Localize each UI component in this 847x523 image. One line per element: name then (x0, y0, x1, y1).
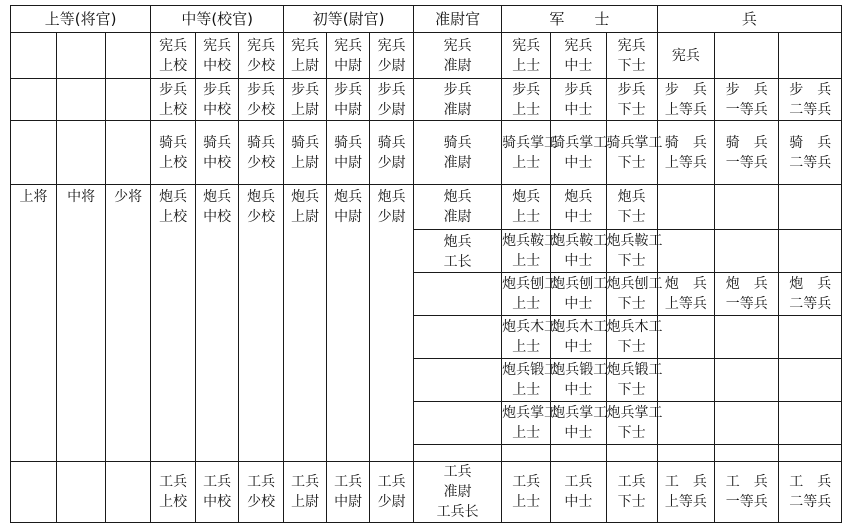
blank-cell (551, 445, 606, 462)
blank-cell (606, 445, 657, 462)
header-company: 初等(尉官) (284, 6, 414, 33)
rank-cell: 炮兵木工 中士 (551, 316, 606, 359)
header-row (11, 6, 842, 33)
rank-cell: 炮兵 少尉 (370, 185, 414, 462)
row-paobing (11, 185, 842, 230)
rank-cell: 炮兵 准尉 (414, 185, 502, 230)
rank-cell: 炮兵锻工 下士 (606, 359, 657, 402)
rank-cell: 炮兵木工 下士 (606, 316, 657, 359)
rank-cell-general: 少将 (106, 185, 151, 462)
blank-cell (414, 316, 502, 359)
blank-cell (714, 33, 778, 79)
rank-cell: 炮兵锻工 中士 (551, 359, 606, 402)
blank-cell (57, 79, 106, 121)
rank-cell: 骑兵掌工 下士 (606, 121, 657, 185)
rank-cell: 炮兵 上校 (151, 185, 196, 462)
rank-cell: 宪兵 上士 (502, 33, 551, 79)
blank-cell (106, 462, 151, 523)
blank-cell (714, 230, 778, 273)
rank-cell-general: 上将 (11, 185, 57, 462)
blank-cell (414, 402, 502, 445)
rank-cell: 炮兵刨工 下士 (606, 273, 657, 316)
rank-cell: 步 兵 上等兵 (657, 79, 714, 121)
rank-cell: 宪兵 中尉 (327, 33, 370, 79)
rank-cell: 炮兵掌工 中士 (551, 402, 606, 445)
rank-cell: 工兵 少尉 (370, 462, 414, 523)
blank-cell (502, 445, 551, 462)
blank-cell (657, 230, 714, 273)
blank-cell (714, 402, 778, 445)
rank-cell: 宪兵 上校 (151, 33, 196, 79)
rank-cell: 炮 兵 二等兵 (779, 273, 842, 316)
rank-cell: 宪兵 上尉 (284, 33, 327, 79)
rank-cell: 工兵 准尉 (443, 464, 472, 500)
blank-cell (414, 273, 502, 316)
blank-cell (11, 121, 57, 185)
rank-cell: 步 兵 一等兵 (714, 79, 778, 121)
blank-cell (779, 230, 842, 273)
rank-cell: 工兵 中尉 (327, 462, 370, 523)
blank-cell (657, 316, 714, 359)
blank-cell (714, 185, 778, 230)
rank-cell: 炮兵鞍工 上士 (502, 230, 551, 273)
blank-cell (779, 316, 842, 359)
rank-cell: 步兵 上士 (502, 79, 551, 121)
header-field: 中等(校官) (151, 6, 284, 33)
rank-cell: 工兵 上尉 (284, 462, 327, 523)
rank-cell: 工 兵 上等兵 (657, 462, 714, 523)
header-general: 上等(将官) (11, 6, 151, 33)
blank-cell (11, 33, 57, 79)
rank-cell: 骑兵掌工 中士 (551, 121, 606, 185)
blank-cell (57, 33, 106, 79)
rank-cell: 步兵 准尉 (414, 79, 502, 121)
rank-cell: 炮兵 工长 (414, 230, 502, 273)
rank-cell: 工兵 少校 (239, 462, 284, 523)
rank-cell: 步 兵 二等兵 (779, 79, 842, 121)
rank-cell: 步兵 中尉 (327, 79, 370, 121)
row-gongbing (11, 462, 842, 523)
rank-cell: 骑兵掌工 上士 (502, 121, 551, 185)
rank-cell: 骑 兵 上等兵 (657, 121, 714, 185)
blank-cell (779, 445, 842, 462)
rank-cell: 工 兵 一等兵 (714, 462, 778, 523)
rank-cell: 炮兵刨工 上士 (502, 273, 551, 316)
blank-cell (714, 316, 778, 359)
blank-cell (106, 121, 151, 185)
blank-cell (657, 359, 714, 402)
rank-cell: 宪兵 少校 (239, 33, 284, 79)
rank-cell: 骑兵 上尉 (284, 121, 327, 185)
rank-cell: 炮兵刨工 中士 (551, 273, 606, 316)
rank-cell: 炮兵鞍工 中士 (551, 230, 606, 273)
blank-cell (11, 462, 57, 523)
blank-cell (779, 185, 842, 230)
blank-cell (657, 445, 714, 462)
rank-cell-warrant-pair (414, 462, 502, 523)
rank-cell: 炮兵 上尉 (284, 185, 327, 462)
row-xianbing (11, 33, 842, 79)
rank-cell: 炮兵 下士 (606, 185, 657, 230)
rank-cell: 炮兵鞍工 下士 (606, 230, 657, 273)
rank-cell: 步兵 少尉 (370, 79, 414, 121)
blank-cell (657, 185, 714, 230)
rank-cell: 工兵 中校 (196, 462, 239, 523)
header-nco: 军 士 (502, 6, 658, 33)
rank-cell: 工兵 上士 (502, 462, 551, 523)
rank-cell: 步兵 上尉 (284, 79, 327, 121)
rank-cell: 炮兵 中士 (551, 185, 606, 230)
rank-table-sheet (10, 5, 842, 520)
blank-cell (414, 445, 502, 462)
rank-cell: 宪兵 少尉 (370, 33, 414, 79)
blank-cell (779, 359, 842, 402)
rank-cell: 工兵长 (436, 504, 479, 520)
rank-cell: 工兵 中士 (551, 462, 606, 523)
rank-cell: 步兵 中士 (551, 79, 606, 121)
rank-cell: 炮兵 上士 (502, 185, 551, 230)
rank-cell: 步兵 下士 (606, 79, 657, 121)
rank-cell: 工兵 下士 (606, 462, 657, 523)
header-warrant: 准尉官 (414, 6, 502, 33)
blank-cell (414, 359, 502, 402)
rank-cell: 工 兵 二等兵 (779, 462, 842, 523)
rank-cell: 炮 兵 一等兵 (714, 273, 778, 316)
blank-cell (57, 121, 106, 185)
rank-cell: 炮 兵 上等兵 (657, 273, 714, 316)
rank-cell: 工兵 上校 (151, 462, 196, 523)
header-soldier: 兵 (657, 6, 841, 33)
rank-cell: 步兵 少校 (239, 79, 284, 121)
blank-cell (714, 445, 778, 462)
row-bubing (11, 79, 842, 121)
rank-cell: 骑 兵 一等兵 (714, 121, 778, 185)
rank-cell: 步兵 中校 (196, 79, 239, 121)
blank-cell (657, 402, 714, 445)
rank-cell: 宪兵 (657, 33, 714, 79)
rank-cell: 骑兵 中校 (196, 121, 239, 185)
rank-cell: 骑 兵 二等兵 (779, 121, 842, 185)
rank-cell: 炮兵掌工 上士 (502, 402, 551, 445)
rank-cell: 骑兵 准尉 (414, 121, 502, 185)
rank-cell: 炮兵 少校 (239, 185, 284, 462)
rank-cell: 炮兵锻工 上士 (502, 359, 551, 402)
rank-cell: 炮兵 中尉 (327, 185, 370, 462)
rank-cell: 骑兵 中尉 (327, 121, 370, 185)
rank-cell: 宪兵 准尉 (414, 33, 502, 79)
rank-cell: 炮兵掌工 下士 (606, 402, 657, 445)
rank-table (10, 5, 842, 523)
rank-cell: 炮兵木工 上士 (502, 316, 551, 359)
rank-cell-general: 中将 (57, 185, 106, 462)
rank-cell: 骑兵 少校 (239, 121, 284, 185)
blank-cell (779, 402, 842, 445)
rank-cell: 宪兵 中士 (551, 33, 606, 79)
blank-cell (106, 33, 151, 79)
rank-cell: 宪兵 中校 (196, 33, 239, 79)
rank-cell: 宪兵 下士 (606, 33, 657, 79)
rank-cell: 骑兵 少尉 (370, 121, 414, 185)
blank-cell (57, 462, 106, 523)
rank-cell: 骑兵 上校 (151, 121, 196, 185)
rank-cell: 炮兵 中校 (196, 185, 239, 462)
blank-cell (779, 33, 842, 79)
blank-cell (106, 79, 151, 121)
blank-cell (11, 79, 57, 121)
blank-cell (714, 359, 778, 402)
row-qibing (11, 121, 842, 185)
rank-cell: 步兵 上校 (151, 79, 196, 121)
